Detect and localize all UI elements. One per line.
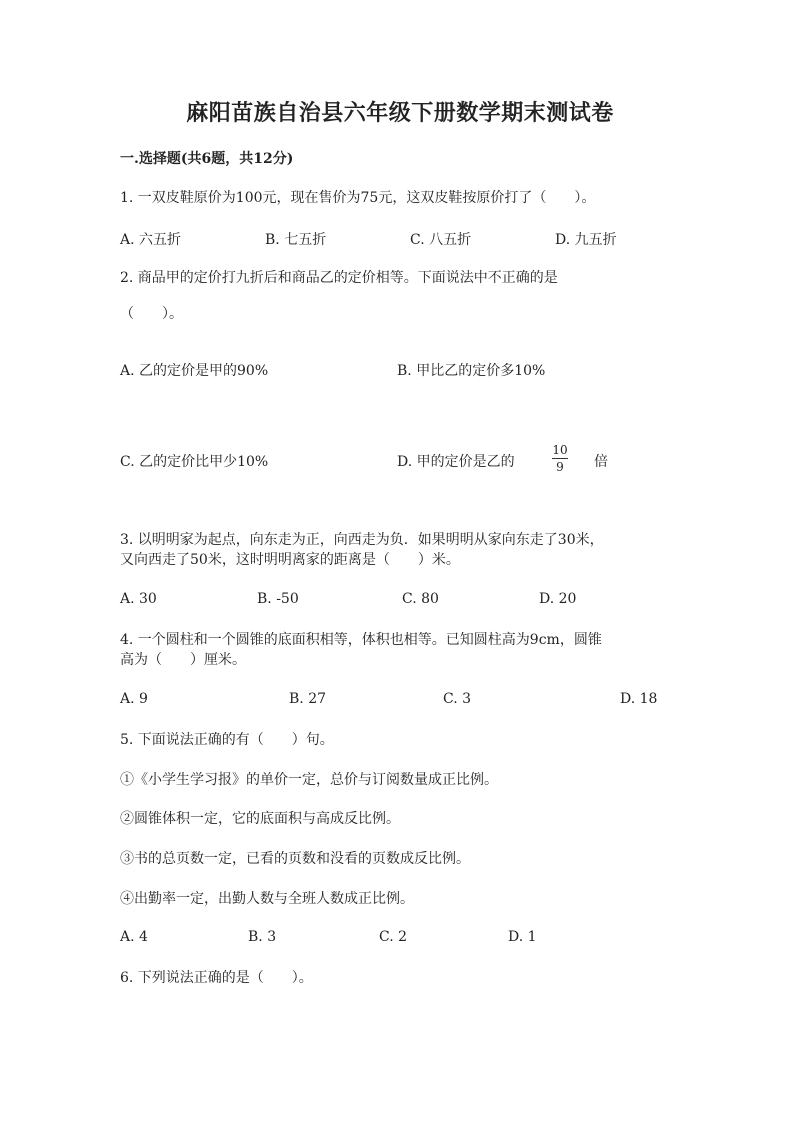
q3-option-c: C. 80 (402, 591, 439, 607)
q1-option-b: B. 七五折 (265, 232, 327, 248)
question-4-stem-line1: 4. 一个圆柱和一个圆锥的底面积相等，体积也相等。已知圆柱高为9cm，圆锥 (120, 632, 602, 648)
question-6-stem: 6. 下列说法正确的是（ ）。 (120, 970, 313, 986)
q4-option-d: D. 18 (620, 691, 658, 707)
q3-option-a: A. 30 (120, 591, 157, 607)
q5-statement-3: ③书的总页数一定，已看的页数和没看的页数成反比例。 (120, 851, 470, 867)
q4-option-b: B. 27 (289, 691, 327, 707)
q4-option-c: C. 3 (443, 691, 472, 707)
q5-statement-4: ④出勤率一定，出勤人数与全班人数成正比例。 (120, 891, 414, 907)
q2-option-a: A. 乙的定价是甲的90% (120, 363, 269, 379)
q3-option-b: B. -50 (257, 591, 299, 607)
q5-option-d: D. 1 (508, 929, 537, 945)
q1-option-a: A. 六五折 (120, 232, 182, 248)
q1-option-d: D. 九五折 (555, 232, 617, 248)
question-5-stem: 5. 下面说法正确的有（ ）句。 (120, 732, 334, 748)
section-heading: 一.选择题(共6题，共12分) (120, 151, 294, 167)
q2-option-b: B. 甲比乙的定价多10% (397, 363, 546, 379)
q5-statement-2: ②圆锥体积一定，它的底面积与高成反比例。 (120, 811, 400, 827)
q4-option-a: A. 9 (120, 691, 148, 707)
question-4-stem-line2: 高为（ ）厘米。 (120, 652, 246, 668)
page-title: 麻阳苗族自治县六年级下册数学期末测试卷 (186, 100, 614, 126)
q1-option-c: C. 八五折 (410, 232, 472, 248)
q5-statement-1: ①《小学生学习报》的单价一定，总价与订阅数量成正比例。 (120, 772, 498, 788)
question-2-stem-line1: 2. 商品甲的定价打九折后和商品乙的定价相等。下面说法中不正确的是 (120, 270, 558, 286)
q5-option-b: B. 3 (248, 929, 277, 945)
question-3-stem-line1: 3. 以明明家为起点，向东走为正，向西走为负．如果明明从家向东走了30米， (120, 532, 604, 548)
fraction-numerator: 10 (552, 443, 568, 457)
question-3-stem-line2: 又向西走了50米，这时明明离家的距离是（ ）米。 (120, 552, 460, 568)
q2-option-d-suffix: 倍 (594, 454, 608, 470)
q2-option-c: C. 乙的定价比甲少10% (120, 454, 269, 470)
q2-option-d: D. 甲的定价是乙的 (397, 454, 515, 470)
fraction-denominator: 9 (556, 460, 564, 474)
q5-option-c: C. 2 (379, 929, 408, 945)
fraction-ten-ninths (552, 443, 568, 474)
q3-option-d: D. 20 (539, 591, 577, 607)
question-2-stem-line2: （ ）。 (120, 306, 183, 322)
question-1-stem: 1. 一双皮鞋原价为100元，现在售价为75元，这双皮鞋按原价打了（ ）。 (120, 190, 596, 206)
q5-option-a: A. 4 (120, 929, 148, 945)
